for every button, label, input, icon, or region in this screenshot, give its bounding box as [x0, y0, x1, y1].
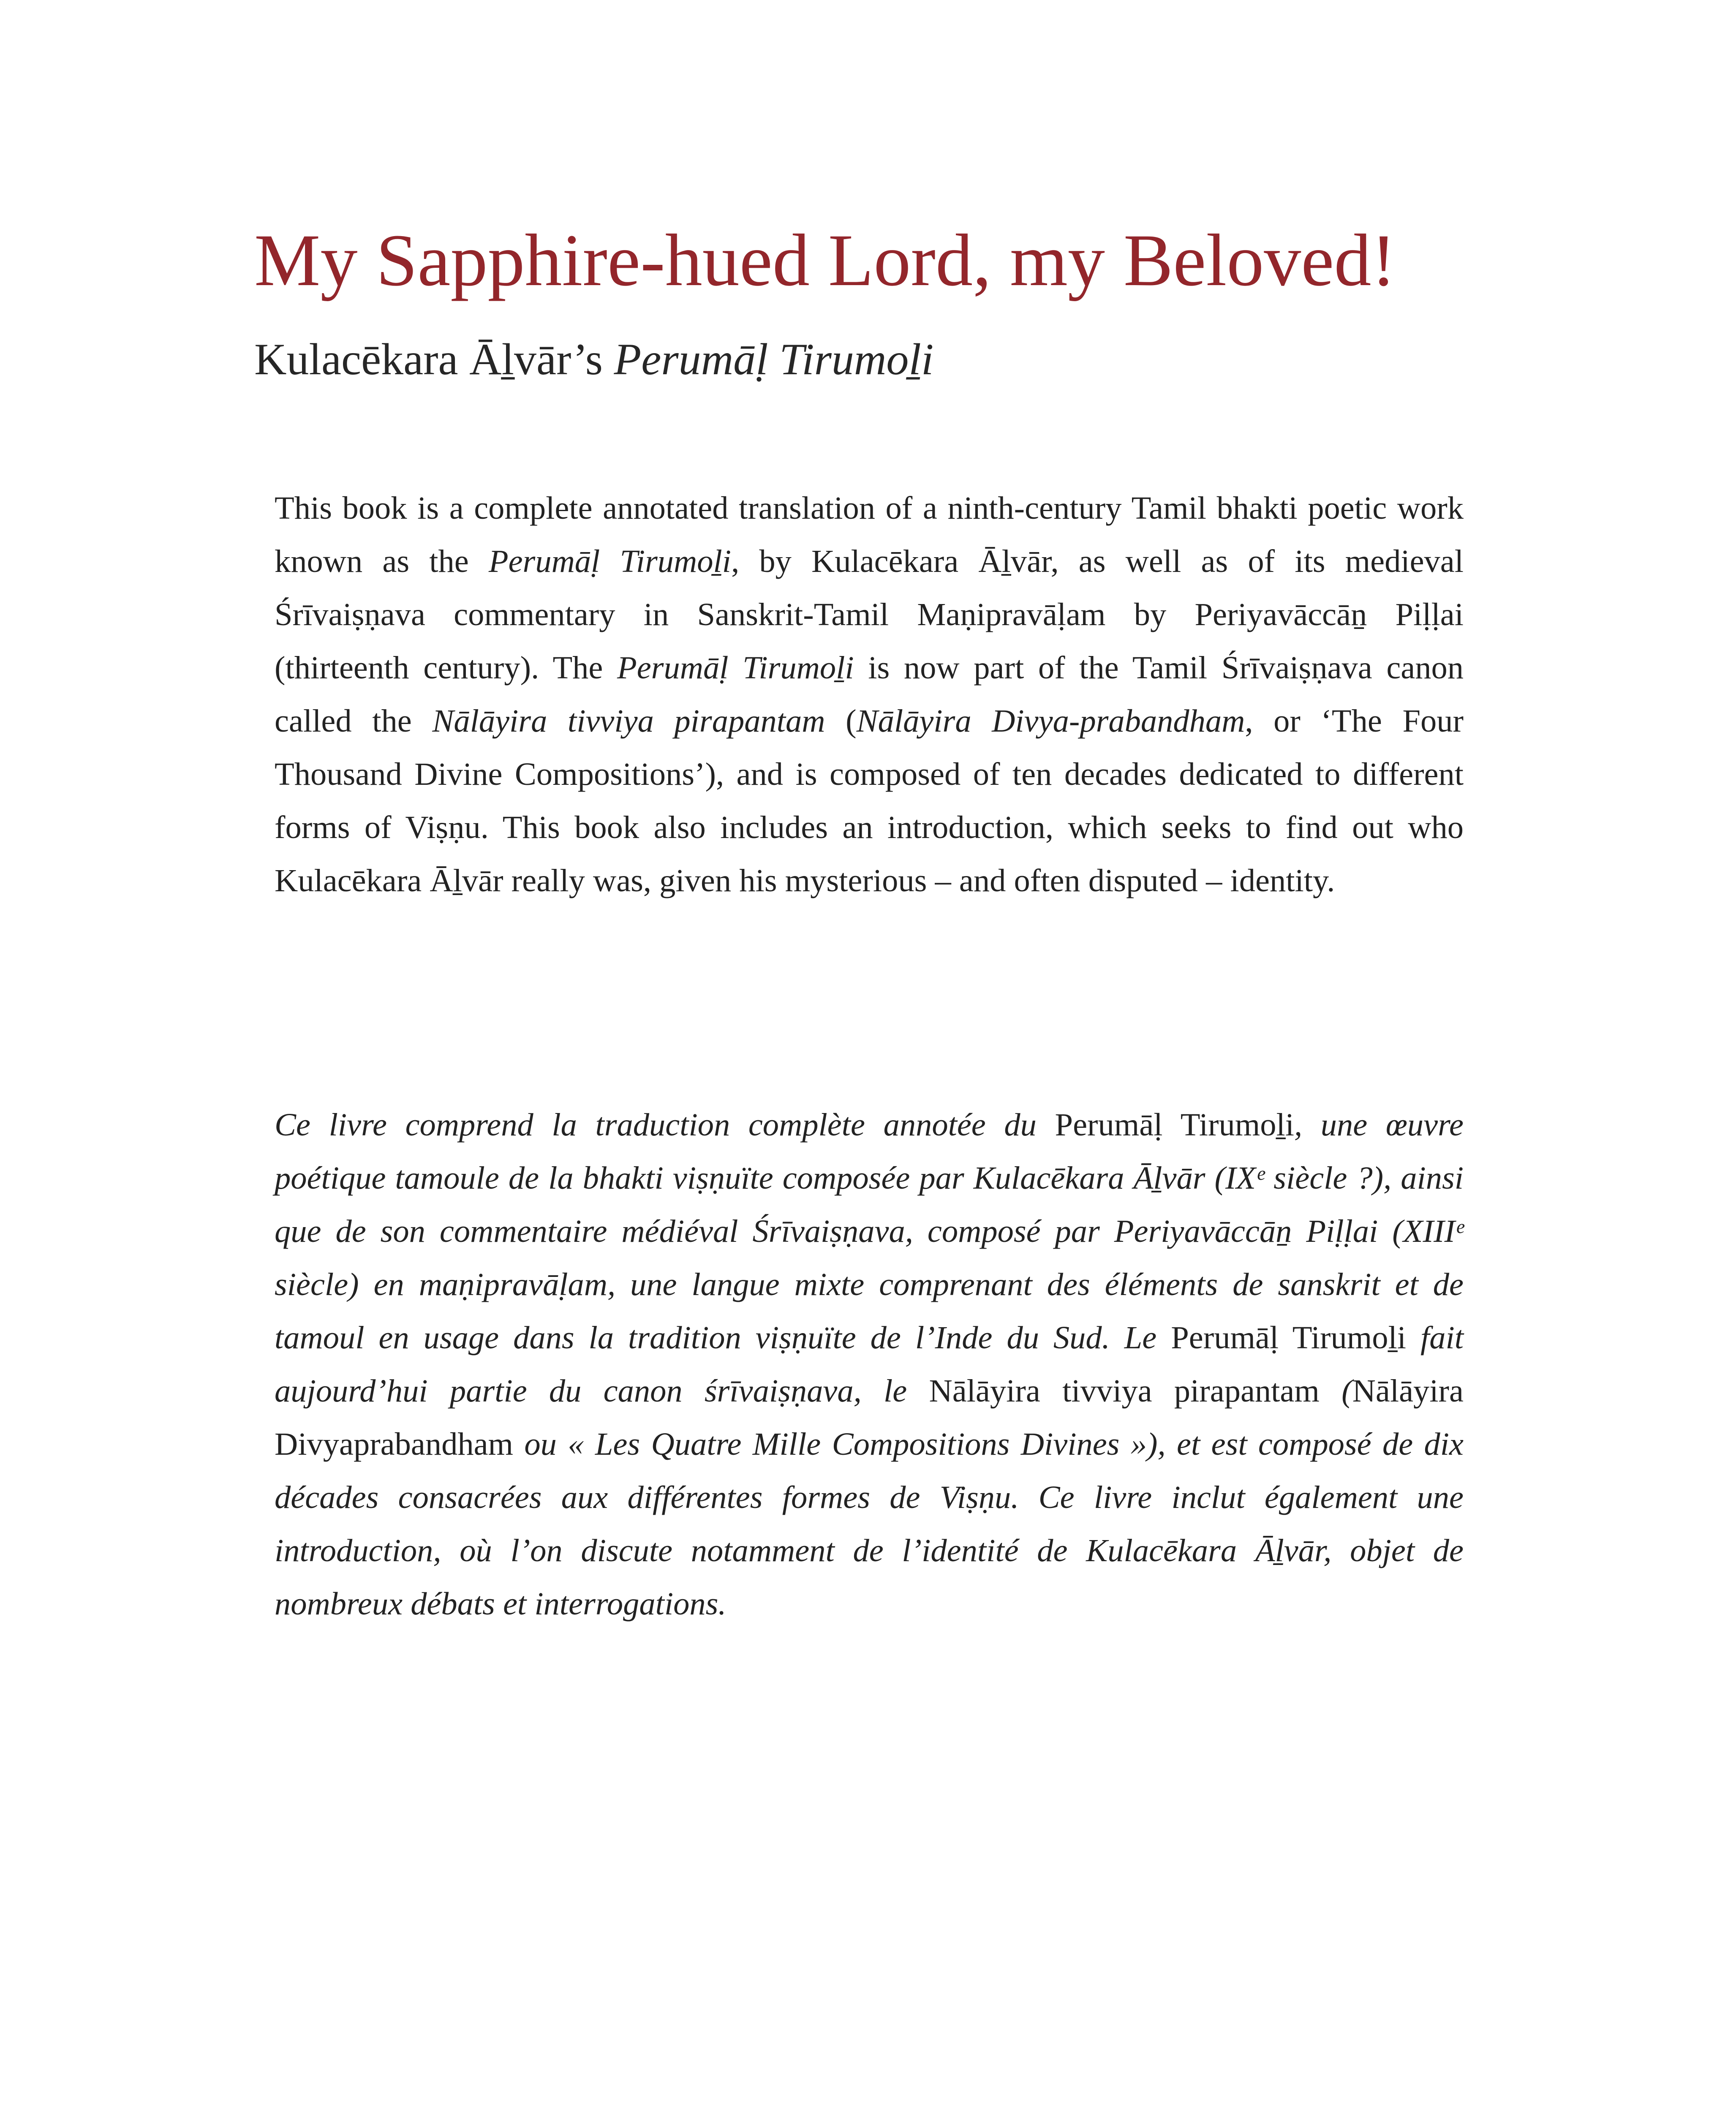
en-italic-3: Nālāyira tivviya pirapantam: [432, 703, 825, 739]
en-italic-2: Perumāḷ Tirumoḻi: [617, 650, 854, 686]
en-italic-4: Nālāyira Divya-prabandham: [856, 703, 1245, 739]
en-text-1: This book is a complete annotated translation of a ninth-century Tamil bhakti poetic work known as the: [275, 490, 1464, 579]
en-text-2: , by Kulacēkara Āḻvār, as well as of its medieval Śrīvaiṣṇava commentary in Sanskrit-Tamil Maṇipravāḷam by Periyavāccāṉ Piḷḷai (thirteenth century). The: [275, 543, 1464, 686]
fr-text-1: Ce livre comprend la traduction complète annotée du: [275, 1107, 1055, 1143]
en-text-4: (: [825, 703, 857, 739]
fr-text-3: fait aujourd’hui partie du canon śrīvaiṣṇava, le: [275, 1320, 1464, 1409]
fr-upright-1: Perumāḷ Tirumoḻi: [1055, 1107, 1295, 1143]
fr-upright-4: Nālāyira Divyaprabandham: [275, 1373, 1464, 1462]
fr-upright-3: Nālāyira tivviya pirapantam: [929, 1373, 1320, 1409]
fr-text-4: (: [1319, 1373, 1352, 1409]
book-title: My Sapphire-hued Lord, my Beloved!: [254, 219, 1396, 302]
subtitle-author: Kulacēkara Āḻvār’s: [254, 335, 614, 384]
en-italic-1: Perumāḷ Tirumoḻi: [488, 543, 732, 579]
english-description: [275, 482, 1464, 907]
fr-text-2: , une œuvre poétique tamoule de la bhakti viṣṇuïte composée par Kulacēkara Āḻvār (IXᵉ siècle ?), ainsi que de son commentaire médiéval Śrīvaiṣṇava, composé par Periyavāccāṉ Piḷḷai (XIIIᵉ siècle) en maṇipravāḷam, une langue mixte comprenant des éléments de sanskrit et de tamoul en usage dans la tradition viṣṇuïte de l’Inde du Sud. Le: [275, 1107, 1464, 1355]
en-text-3: is now part of the Tamil Śrīvaiṣṇava canon called the: [275, 650, 1464, 739]
subtitle-work: Perumāḷ Tirumoḻi: [614, 335, 934, 384]
en-text-5: , or ‘The Four Thousand Divine Compositions’), and is composed of ten decades dedicated to different forms of Viṣṇu. This book also includes an introduction, which seeks to find out who Kulacēkara Āḻvār really was, given his mysterious – and often disputed – identity.: [275, 703, 1464, 898]
fr-upright-2: Perumāḷ Tirumoḻi: [1171, 1320, 1407, 1355]
book-subtitle: [254, 334, 933, 385]
french-description: [275, 1098, 1464, 1630]
fr-text-5: ou « Les Quatre Mille Compositions Divines »), et est composé de dix décades consacrées aux différentes formes de Viṣṇu. Ce livre inclut également une introduction, où l’on discute notamment de l’identité de Kulacēkara Āḻvār, objet de nombreux débats et interrogations.: [275, 1426, 1464, 1622]
